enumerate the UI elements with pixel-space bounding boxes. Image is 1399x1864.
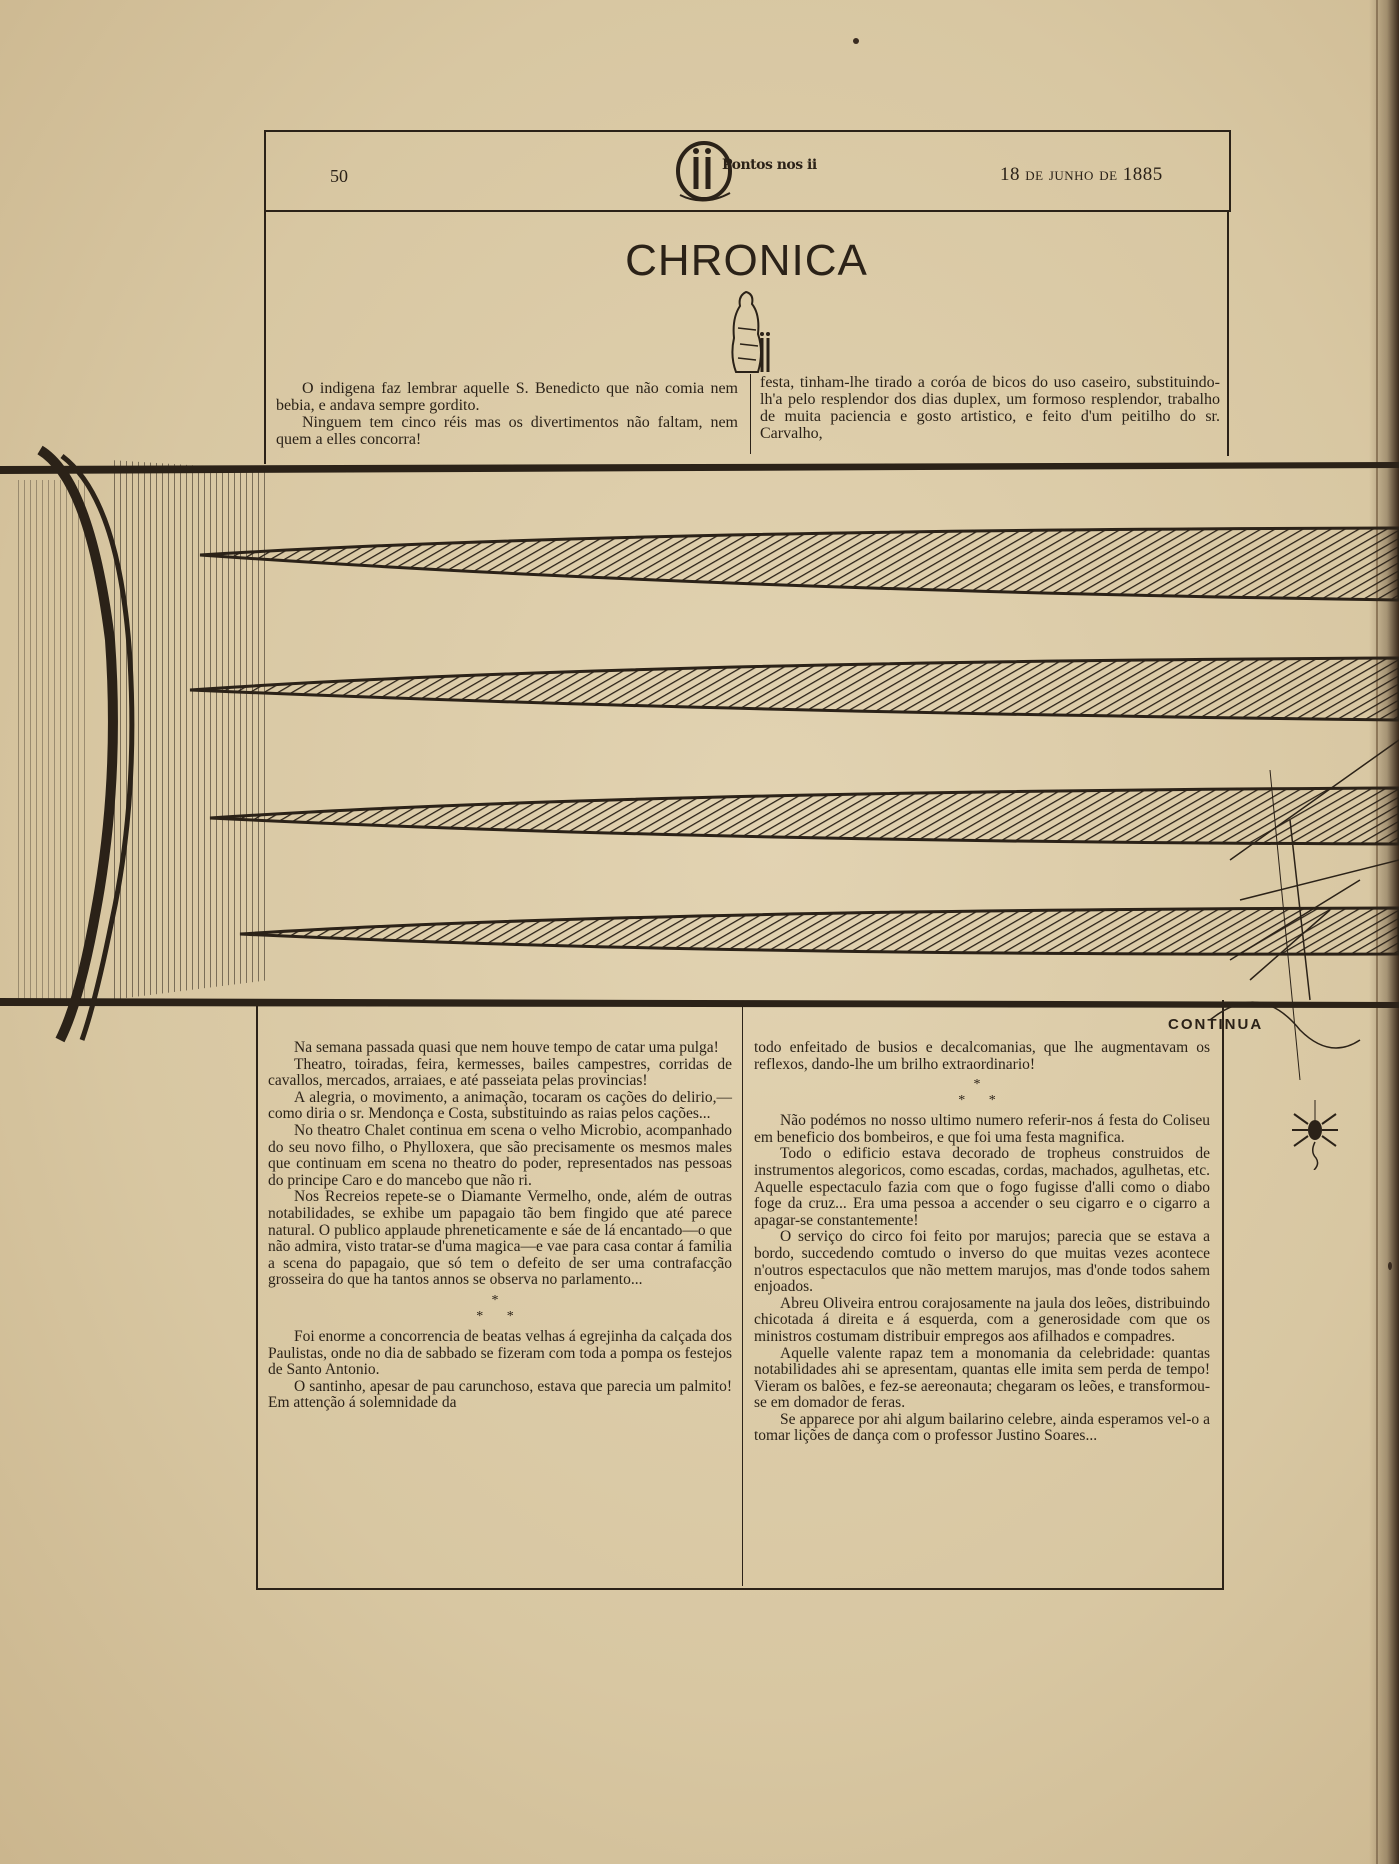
right-column <box>754 1040 1210 1445</box>
section-separator-icon: * * * <box>476 1292 524 1324</box>
column-divider <box>742 1004 743 1586</box>
header-rule <box>264 210 1229 212</box>
spider-icon <box>1290 1100 1340 1170</box>
left-column <box>268 1040 732 1412</box>
paragraph: O santinho, apesar de pau carunchoso, estava que parecia um palmito! Em attenção á solemnidade da <box>268 1377 732 1412</box>
article-title: CHRONICA <box>625 236 868 285</box>
paragraph: todo enfeitado de busios e decalcomanias, que lhe augmentavam os reflexos, dando-lhe um brilho extraordinario! <box>754 1039 1210 1073</box>
paragraph: Se apparece por ahi algum bailarino celebre, ainda esperamos vel-o a tomar lições de dança com o professor Justino Soares... <box>754 1410 1210 1445</box>
paragraph: Theatro, toiradas, feira, kermesses, bailes campestres, corridas de cavallos, mercados, arraiaes, e até passeiata pelas provincias! <box>268 1055 732 1090</box>
paragraph: Foi enorme a concorrencia de beatas velhas á egrejinha da calçada dos Paulistas, onde no dia de sabbado se fizeram com toda a pompa os festejos de Santo Antonio. <box>268 1327 732 1379</box>
section-separator-icon: * * * <box>958 1077 1006 1109</box>
paragraph: Não podémos no nosso ultimo numero referir-nos á festa do Coliseu em beneficio dos bombeiros, e que foi uma festa magnifica. <box>754 1112 1210 1146</box>
paragraph: A alegria, o movimento, a animação, tocaram os cações do delirio,—como diria o sr. Mendonça e Costa, substituindo as raias pelos cações... <box>268 1088 732 1123</box>
masthead-title: Pontos nos ii <box>722 157 817 173</box>
top-left-column <box>276 380 738 448</box>
top-right-column <box>760 374 1220 442</box>
paragraph: Nos Recreios repete-se o Diamante Vermelho, onde, além de outras notabilidades, se exhibe um papagaio tão bem fingido que até parece natural. O publico applaude phreneticamente e sáe de lá encantado—o que não admira, visto tratar-se d'uma magica—e vae para casa contar á familia a scena do papagaio, que só tem o defeito de ser uma contrafacção grosseira do que ha tantos annos se observa no parlamento... <box>268 1188 732 1289</box>
ink-speck <box>1388 1262 1392 1270</box>
paragraph: festa, tinham-lhe tirado a coróa de bicos do uso caseiro, substituindo-lh'a pelo resplendor dos dias duplex, um formoso resplendor, trabalho de muita paciencia e gosto artistico, e feito d'um peitilho do sr. Carvalho, <box>760 374 1220 442</box>
ink-speck <box>853 38 859 44</box>
paragraph: Aquelle valente rapaz tem a monomania da celebridade: quantas notabilidades ahi se apresentam, quantas elle imita sem perda de tempo! Vieram os balões, e fez-se aereonauta; chegaram os leões, e transformou-se em domador de feras. <box>754 1344 1210 1412</box>
comb-illustration-icon <box>0 440 1399 1080</box>
issue-date: 18 de junho de 1885 <box>1000 164 1163 185</box>
paragraph: Na semana passada quasi que nem houve tempo de catar uma pulga! <box>294 1039 719 1056</box>
paragraph: O serviço do circo foi feito por marujos; parecia que se estava a bordo, succedendo comtudo o inverso do que muitas vezes acontece n'outros espectaculos que não mettem marujos, mas d'onde todos sahem enjoados. <box>754 1228 1210 1296</box>
continua-label: CONTINUA <box>1168 1016 1264 1033</box>
paragraph: No theatro Chalet continua em scena o velho Microbio, acompanhado do seu novo filho, o Phylloxera, que são precisamente os mesmos males que continuam em scena no theatro do poder, representados nas pessoas do principe Caro e do mancebo que não ri. <box>268 1121 732 1189</box>
monk-vignette-icon <box>718 288 778 378</box>
paragraph: Todo o edificio estava decorado de tropheus construidos de instrumentos alegoricos, como escadas, cordas, machados, agulhetas, etc. Aquelle espectaculo fazia com que o fogo fugisse d'alli como o diabo foge da cruz... Era uma pessoa a accender o seu cigarro e o cigarro a apagar-se constantemente! <box>754 1145 1210 1229</box>
paragraph: O indigena faz lembrar aquelle S. Benedicto que não comia nem bebia, e andava sempre gordito. <box>276 380 738 414</box>
page-number: 50 <box>330 166 348 186</box>
paragraph: Abreu Oliveira entrou corajosamente na jaula dos leões, distribuindo chicotada á direita e á esquerda, com a generosidade com que os ministros costumam distribuir empregos aos afilhados e compadres. <box>754 1294 1210 1345</box>
paragraph: Ninguem tem cinco réis mas os divertimentos não faltam, nem quem a elles concorra! <box>276 414 738 448</box>
